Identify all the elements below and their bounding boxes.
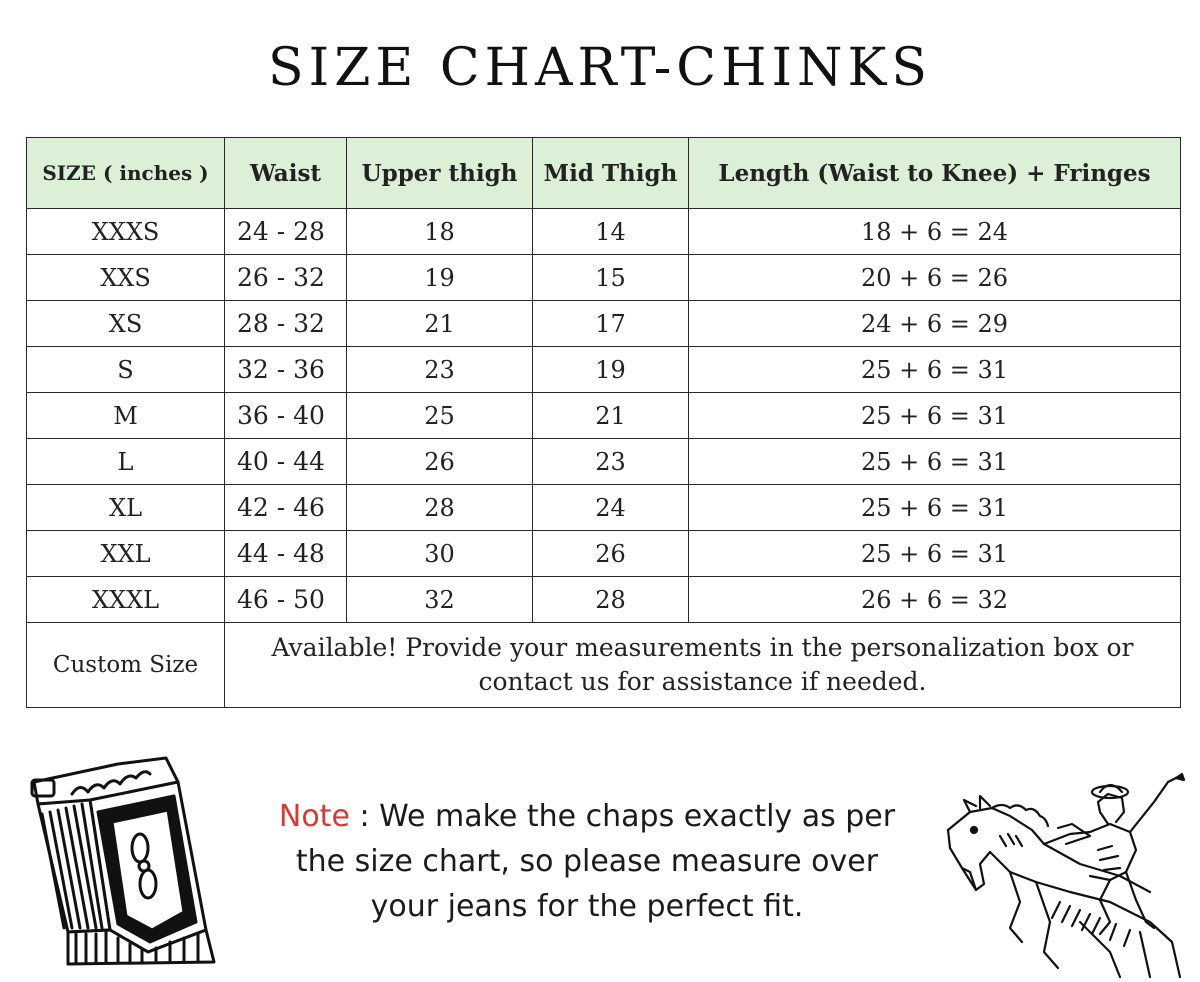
table-row bbox=[27, 485, 1181, 531]
size-cell: L bbox=[27, 439, 225, 485]
column-header: Length (Waist to Knee) + Fringes bbox=[689, 138, 1181, 209]
length-cell: 25 + 6 = 31 bbox=[689, 347, 1181, 393]
chaps-illustration bbox=[28, 752, 218, 967]
size-chart-table bbox=[26, 137, 1181, 708]
upper-thigh-cell: 23 bbox=[347, 347, 533, 393]
mid-thigh-cell: 17 bbox=[533, 301, 689, 347]
column-header: Waist bbox=[225, 138, 347, 209]
upper-thigh-cell: 25 bbox=[347, 393, 533, 439]
size-cell: XXXS bbox=[27, 209, 225, 255]
size-cell: XL bbox=[27, 485, 225, 531]
upper-thigh-cell: 32 bbox=[347, 577, 533, 623]
mid-thigh-cell: 26 bbox=[533, 531, 689, 577]
table-row bbox=[27, 577, 1181, 623]
waist-cell: 24 - 28 bbox=[225, 209, 347, 255]
custom-size-row bbox=[27, 623, 1181, 708]
note-body: We make the chaps exactly as per the size chart, so please measure over your jeans for the perfect fit. bbox=[295, 799, 896, 924]
size-cell: S bbox=[27, 347, 225, 393]
mid-thigh-cell: 23 bbox=[533, 439, 689, 485]
length-cell: 25 + 6 = 31 bbox=[689, 393, 1181, 439]
table-row bbox=[27, 255, 1181, 301]
length-cell: 25 + 6 = 31 bbox=[689, 439, 1181, 485]
table-row bbox=[27, 347, 1181, 393]
size-cell: M bbox=[27, 393, 225, 439]
custom-size-label: Custom Size bbox=[27, 623, 225, 708]
table-header-row bbox=[27, 138, 1181, 209]
table-row bbox=[27, 209, 1181, 255]
waist-cell: 42 - 46 bbox=[225, 485, 347, 531]
custom-size-text: Available! Provide your measurements in the personalization box or contact us for assistance if needed. bbox=[225, 623, 1181, 708]
mid-thigh-cell: 24 bbox=[533, 485, 689, 531]
upper-thigh-cell: 26 bbox=[347, 439, 533, 485]
mid-thigh-cell: 14 bbox=[533, 209, 689, 255]
length-cell: 24 + 6 = 29 bbox=[689, 301, 1181, 347]
length-cell: 25 + 6 = 31 bbox=[689, 485, 1181, 531]
upper-thigh-cell: 28 bbox=[347, 485, 533, 531]
waist-cell: 40 - 44 bbox=[225, 439, 347, 485]
mid-thigh-cell: 15 bbox=[533, 255, 689, 301]
table-row bbox=[27, 393, 1181, 439]
waist-cell: 44 - 48 bbox=[225, 531, 347, 577]
mid-thigh-cell: 19 bbox=[533, 347, 689, 393]
length-cell: 26 + 6 = 32 bbox=[689, 577, 1181, 623]
note-separator: : bbox=[349, 799, 380, 834]
waist-cell: 32 - 36 bbox=[225, 347, 347, 393]
waist-cell: 36 - 40 bbox=[225, 393, 347, 439]
size-cell: XXXL bbox=[27, 577, 225, 623]
bronco-rider-illustration bbox=[940, 772, 1190, 982]
note-label: Note bbox=[278, 799, 350, 834]
mid-thigh-cell: 21 bbox=[533, 393, 689, 439]
table-row bbox=[27, 439, 1181, 485]
column-header: Upper thigh bbox=[347, 138, 533, 209]
column-header: Mid Thigh bbox=[533, 138, 689, 209]
size-cell: XXS bbox=[27, 255, 225, 301]
table-row bbox=[27, 531, 1181, 577]
upper-thigh-cell: 30 bbox=[347, 531, 533, 577]
upper-thigh-cell: 21 bbox=[347, 301, 533, 347]
upper-thigh-cell: 18 bbox=[347, 209, 533, 255]
upper-thigh-cell: 19 bbox=[347, 255, 533, 301]
waist-cell: 46 - 50 bbox=[225, 577, 347, 623]
size-cell: XXL bbox=[27, 531, 225, 577]
waist-cell: 28 - 32 bbox=[225, 301, 347, 347]
length-cell: 20 + 6 = 26 bbox=[689, 255, 1181, 301]
length-cell: 25 + 6 = 31 bbox=[689, 531, 1181, 577]
column-header: SIZE ( inches ) bbox=[27, 138, 225, 209]
length-cell: 18 + 6 = 24 bbox=[689, 209, 1181, 255]
page-title: SIZE CHART-CHINKS bbox=[268, 38, 932, 98]
waist-cell: 26 - 32 bbox=[225, 255, 347, 301]
note-text bbox=[262, 794, 912, 929]
size-cell: XS bbox=[27, 301, 225, 347]
table-row bbox=[27, 301, 1181, 347]
mid-thigh-cell: 28 bbox=[533, 577, 689, 623]
